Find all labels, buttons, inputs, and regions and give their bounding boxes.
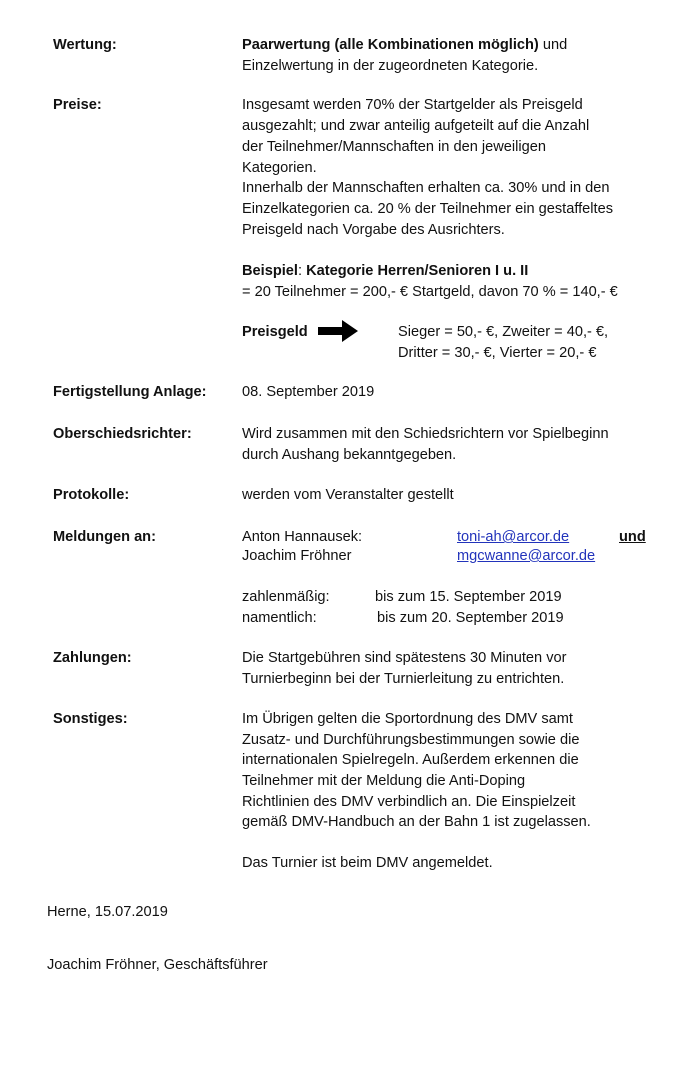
zahlenmaessig-value: bis zum 15. September 2019 bbox=[375, 589, 562, 605]
wertung-paarwertung: Paarwertung (alle Kombinationen möglich) bbox=[242, 37, 539, 53]
meldung-person-1: Anton Hannausek: bbox=[242, 529, 363, 545]
preise-line: ausgezahlt; und zwar anteilig aufgeteilt auf die Anzahl bbox=[242, 118, 590, 134]
sonstiges-line: Im Übrigen gelten die Sportordnung des DMV samt bbox=[242, 711, 573, 727]
oberschiedsrichter-line-1: Wird zusammen mit den Schiedsrichtern vor Spielbeginn bbox=[242, 426, 609, 442]
email-link-toni[interactable]: toni-ah@arcor.de bbox=[457, 529, 570, 545]
label-sonstiges: Sonstiges: bbox=[53, 711, 128, 727]
wertung-line-1 bbox=[242, 35, 567, 55]
namentlich-label: namentlich: bbox=[242, 610, 317, 626]
beispiel-line-1 bbox=[242, 261, 528, 281]
preisgeld-line-2: Dritter = 30,- €, Vierter = 20,- € bbox=[398, 345, 597, 361]
label-zahlungen: Zahlungen: bbox=[53, 650, 132, 666]
sonstiges-line: Richtlinien des DMV verbindlich an. Die Einspielzeit bbox=[242, 794, 576, 810]
zahlenmaessig-label: zahlenmäßig: bbox=[242, 589, 330, 605]
preise-line: Innerhalb der Mannschaften erhalten ca. 30% und in den bbox=[242, 180, 610, 196]
oberschiedsrichter-line-2: durch Aushang bekanntgegeben. bbox=[242, 447, 457, 463]
preise-line: der Teilnehmer/Mannschaften in den jeweiligen bbox=[242, 139, 546, 155]
preise-line: Preisgeld nach Vorgabe des Ausrichters. bbox=[242, 222, 505, 238]
sonstiges-line: gemäß DMV-Handbuch an der Bahn 1 ist zugelassen. bbox=[242, 814, 591, 830]
fertigstellung-value: 08. September 2019 bbox=[242, 384, 375, 400]
sonstiges-line: internationalen Spielregeln. Außerdem erkennen die bbox=[242, 752, 579, 768]
wertung-line-2: Einzelwertung in der zugeordneten Kategorie. bbox=[242, 58, 539, 74]
zahlungen-line-2: Turnierbeginn bei der Turnierleitung zu entrichten. bbox=[242, 671, 565, 687]
namentlich-value: bis zum 20. September 2019 bbox=[377, 610, 564, 626]
preisgeld-label: Preisgeld bbox=[242, 324, 308, 340]
label-fertigstellung: Fertigstellung Anlage: bbox=[53, 384, 207, 400]
label-meldungen: Meldungen an: bbox=[53, 529, 156, 545]
zahlungen-line-1: Die Startgebühren sind spätestens 30 Minuten vor bbox=[242, 650, 567, 666]
label-protokolle: Protokolle: bbox=[53, 487, 130, 503]
beispiel-label: Beispiel bbox=[242, 263, 298, 279]
sonstiges-line: Zusatz- und Durchführungsbestimmungen sowie die bbox=[242, 732, 580, 748]
label-oberschiedsrichter: Oberschiedsrichter: bbox=[53, 426, 192, 442]
beispiel-line-2: = 20 Teilnehmer = 200,- € Startgeld, davon 70 % = 140,- € bbox=[242, 284, 618, 300]
preise-line: Einzelkategorien ca. 20 % der Teilnehmer ein gestaffeltes bbox=[242, 201, 614, 217]
preisgeld-line-1: Sieger = 50,- €, Zweiter = 40,- €, bbox=[398, 324, 609, 340]
preise-line: Insgesamt werden 70% der Startgelder als Preisgeld bbox=[242, 97, 583, 113]
beispiel-colon: : bbox=[297, 263, 307, 279]
wertung-und: und bbox=[538, 37, 568, 53]
protokolle-value: werden vom Veranstalter gestellt bbox=[242, 487, 454, 503]
label-wertung: Wertung: bbox=[53, 37, 117, 53]
right-arrow-icon bbox=[318, 320, 358, 342]
meldung-person-2: Joachim Fröhner bbox=[242, 548, 352, 564]
sonstiges-note: Das Turnier ist beim DMV angemeldet. bbox=[242, 855, 493, 871]
email-link-mgcwanne[interactable]: mgcwanne@arcor.de bbox=[457, 548, 596, 564]
sonstiges-line: Teilnehmer mit der Meldung die Anti-Doping bbox=[242, 773, 526, 789]
meldung-und: und bbox=[619, 529, 646, 545]
signature: Joachim Fröhner, Geschäftsführer bbox=[47, 957, 268, 973]
label-preise: Preise: bbox=[53, 97, 102, 113]
place-date: Herne, 15.07.2019 bbox=[47, 904, 168, 920]
beispiel-kategorie: Kategorie Herren/Senioren I u. II bbox=[306, 263, 529, 279]
preise-line: Kategorien. bbox=[242, 160, 317, 176]
